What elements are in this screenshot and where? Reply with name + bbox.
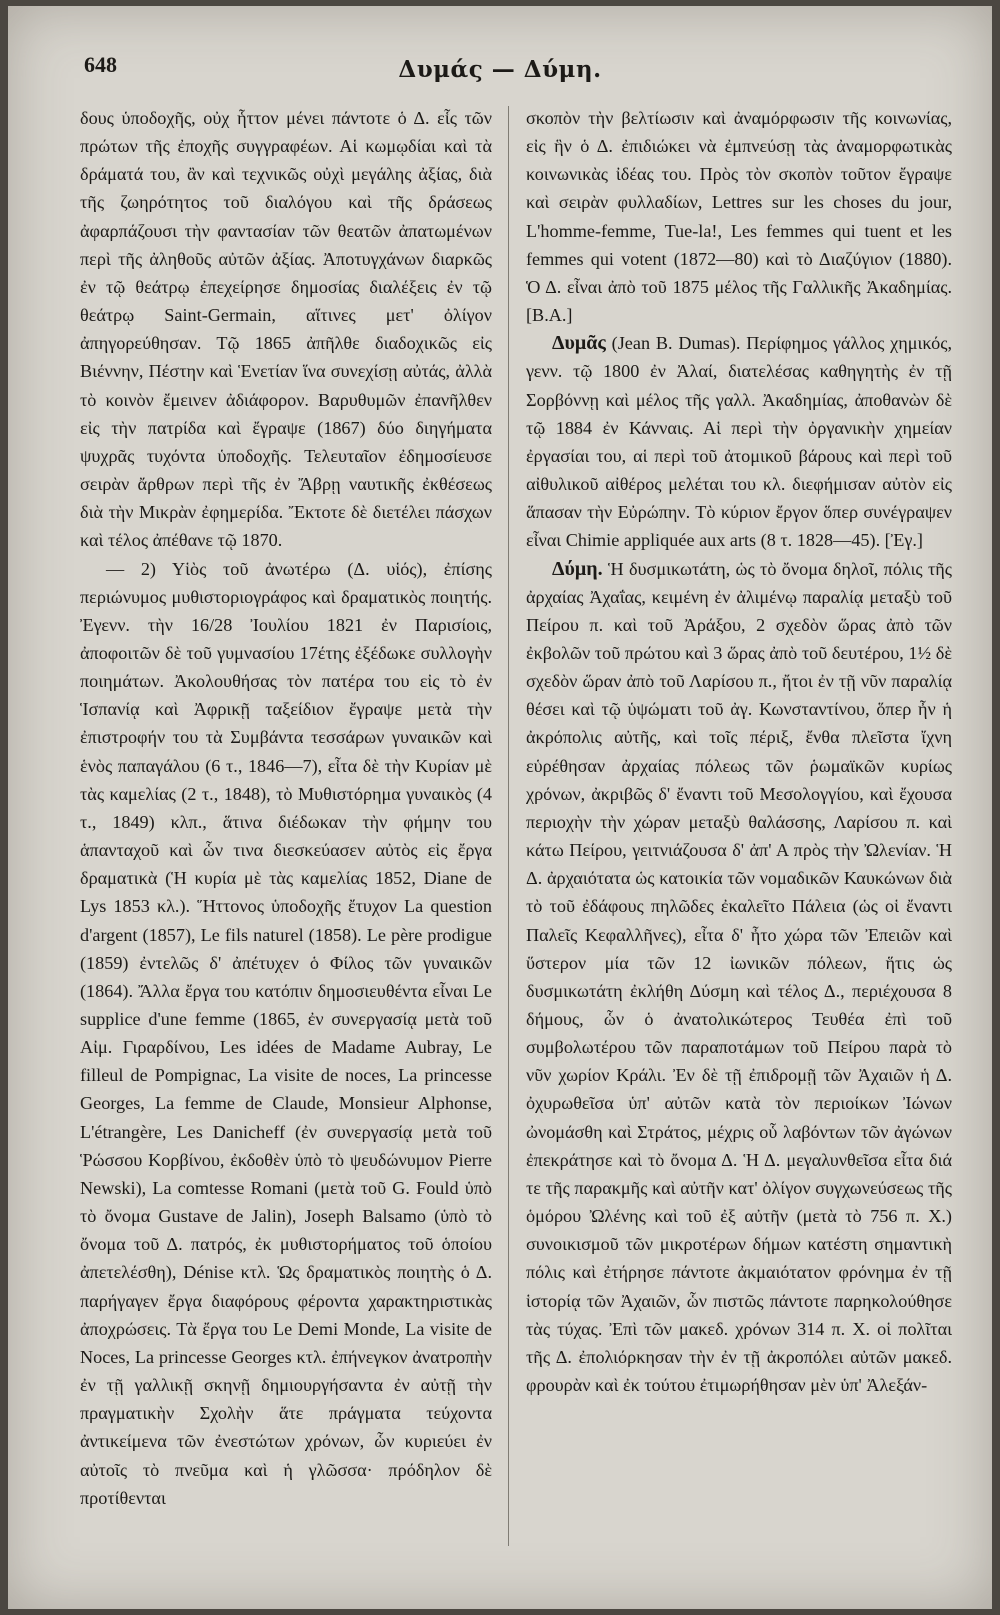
entry-headword: Δυμᾶς — [552, 332, 606, 355]
entry-text: (Jean B. Dumas). Περίφημος γάλλος χημικός, γενν. τῷ 1800 ἐν Ἀλαί, διατελέσας καθηγητὴς ἐν τῇ Σορβόννῃ καὶ μέλος τῆς γαλλ. Ἀκαδημίας, ἀποθανὼν δὲ τῷ 1884 ἐν Κάνναις. Αἱ περὶ τὴν ὀργανικὴν χημείαν ἐργασίαι του, αἱ περὶ τοῦ ἀτομικοῦ βάρους καὶ περὶ τοῦ αἰθυλικοῦ αἰθέρος μελέται του κλ. διεφήμισαν αὐτὸν εἰς ἅπασαν τὴν Εὐρώπην. Τὸ κύριον ἔργον ὅπερ συνέγραψεν εἶναι Chimie appliquée aux arts (8 τ. 1828—45). [Ἐγ.] — [526, 333, 952, 551]
running-title: Δυμάς — Δύμη. — [398, 56, 602, 83]
column-divider — [508, 106, 509, 1546]
paragraph: δους ὑποδοχῆς, οὐχ ἧττον μένει πάντοτε ὁ Δ. εἷς τῶν πρώτων τῆς ἐποχῆς συγγραφέων. Αἱ κωμῳδίαι καὶ τὰ δράματά του, ἂν καὶ τεχνικῶς οὐχὶ μεγάλης ἀξίας, διὰ τῆς ζωηρότητος τοῦ διαλόγου καὶ τῆς δράσεως ἀφαρπάζουσι τὴν φαντασίαν τῶν θεατῶν ἀπατωμένων περὶ τῆς ἀληθοῦς αὐτῶν ἀξίας. Ἀποτυγχάνων διαρκῶς ἐν τῷ θεάτρῳ ἐπεχείρησε δημοσίας διαλέξεις ἐν τῷ θεάτρῳ Saint-Germain, αἵτινες μετ' ὀλίγον ἀπηγορεύθησαν. Τῷ 1865 ἀπῆλθε διαδοχικῶς εἰς Βιέννην, Πέστην καὶ Ἑνετίαν ἵνα συνεχίσῃ αὐτάς, ἀλλὰ τὸ κοινὸν ἔμεινεν ἀδιάφορον. Βαρυθυμῶν ἐπανῆλθεν εἰς τὴν πατρίδα καὶ ἔγραψε (1867) δύο διηγήματα ψυχρᾶς τυχόντα ὑποδοχῆς. Τελευταῖον ἐδημοσίευσε σειρὰν ἄρθρων περὶ τῆς ἐν Ἄβρῃ ναυτικῆς ἐκθέσεως διὰ τὴν Μικρὰν ἐφημερίδα. Ἔκτοτε δὲ διετέλει πάσχων καὶ τέλος ἀπέθανε τῷ 1870. — [80, 108, 492, 551]
entry-text: Ἡ δυσμικωτάτη, ὡς τὸ ὄνομα δηλοῖ, πόλις τῆς ἀρχαίας Ἀχαΐας, κειμένη ἐν ἀλιμένῳ παραλίᾳ μεταξὺ τοῦ Πείρου π. καὶ τοῦ Ἀράξου, 2 σχεδὸν ὥρας ἀπὸ τῶν ἐκβολῶν τοῦ πρώτου καὶ 3 ὥρας ἀπὸ τοῦ δευτέρου, 1½ δὲ σχεδὸν ὥραν ἀπὸ τοῦ Λαρίσου π., ἤτοι ἐν τῇ νῦν παραλίᾳ θέσει καὶ τῷ ὑψώματι τοῦ ἀγ. Κωνσταντίνου, ὅπερ ἦν ἡ ἀκρόπολις αὐτῆς, καὶ τοῖς πέριξ, ἔνθα πλεῖστα ἴχνη εὑρέθησαν ἀρχαίας πόλεως τῶν ῥωμαϊκῶν κυρίως χρόνων, ἀκριβῶς δ' ἔναντι τοῦ Μεσολογγίου, καὶ ἔχουσα περιοχὴν τὴν χώραν μεταξὺ θαλάσσης, Λαρίσου π. καὶ κάτω Πείρου, γειτνιάζουσα δ' ἀπ' Α πρὸς τὴν Ὠλενίαν. Ἡ Δ. ἀρχαιότατα ὡς κατοικία τῶν νομαδικῶν Καυκώνων διὰ τὸ τοῦ ἐδάφους πηλῶδες ἐκαλεῖτο Πάλεια (ὡς οἱ ἔναντι Παλεῖς Κεφαλλῆνες), εἶτα δ' ἦτο χώρα τῶν Ἐπειῶν καὶ ὕστερον μία τῶν 12 ἰωνικῶν πόλεων, ἥτις ὡς δυσμικωτάτη ἐκλήθη Δύσμη καὶ τέλος Δ., περιέχουσα 8 δήμους, ὧν ὁ ἀνατολικώτερος Τευθέα ἐπὶ τοῦ συμβολωτέρου τῶν παραποτάμων τοῦ Πείρου παρὰ τὸ νῦν χωρίον Κράλι. Ἐν δὲ τῇ ἐπιδρομῇ τῶν Ἀχαιῶν ἡ Δ. ὀχυρωθεῖσα ὑπ' αὐτῶν κατὰ τὸν περιοίκων Ἰώνων ὠνομάσθη καὶ Στράτος, μέχρις οὗ λαβόντων τῶν ἀγώνων ἐπεκράτησε καὶ τὸ ὄνομα Δ. Ἡ Δ. μεγαλυνθεῖσα εἶτα διά τε τῆς παρακμῆς καὶ αὐτῆν κατ' ὀλίγον συγχωνεύσεως τῆς ὁμόρου Ὠλένης καὶ τοῦ ἐξ αὐτῆν (μετὰ τὸ 756 π. Χ.) συνοικισμοῦ τῶν μικροτέρων δήμων κατέστη σημαντικὴ πόλις καὶ ἐτήρησε πάντοτε ἀκμαιότατον φρόνημα ἐν τῇ ἱστορίᾳ τῶν Ἀχαιῶν, ὧν πιστῶς πάντοτε παρηκολούθησε τὰς τύχας. Ἐπὶ τῶν μακεδ. χρόνων 314 π. Χ. οἱ πολῖται τῆς Δ. ἐπολιόρκησαν τὴν ἐν τῇ ἀκροπόλει αὐτῶν μακεδ. φρουρὰν καὶ ἐκ τούτου ἐτιμωρήθησαν μὲν ὑπ' Ἀλεξάν- — [526, 558, 952, 1396]
book-page — [8, 6, 992, 1609]
paragraph: σκοπὸν τὴν βελτίωσιν καὶ ἀναμόρφωσιν τῆς κοινωνίας, εἰς ἣν ὁ Δ. ἐπιδιώκει νὰ ἐμπνεύσῃ τὰς ἀναμορφωτικὰς κοινωνικὰς ἰδέας του. Πρὸς τὸν σκοπὸν τοῦτον ἔγραψε καὶ σειρὰν φυλλαδίων, Lettres sur les choses du jour, L'homme-femme, Tue-la!, Les femmes qui tuent et les femmes qui votent (1872—80) καὶ τὸ Διαζύγιον (1880). Ὁ Δ. εἶναι ἀπὸ τοῦ 1875 μέλος τῆς Γαλλικῆς Ἀκαδημίας. [Β.Α.] — [526, 108, 952, 326]
right-column — [526, 104, 952, 1399]
dictionary-entry — [526, 329, 952, 554]
page-number: 648 — [84, 52, 117, 77]
left-column — [80, 104, 492, 1512]
paragraph: — 2) Υἱὸς τοῦ ἀνωτέρω (Δ. υἱός), ἐπίσης περιώνυμος μυθιστοριογράφος καὶ δραματικὸς ποιητής. Ἐγενν. τὴν 16/28 Ἰουλίου 1821 ἐν Παρισίοις, ἀποφοιτῶν δὲ τοῦ γυμνασίου 17έτης ἐξέδωκε συλλογὴν ποιημάτων. Ἀκολουθήσας τὸν πατέρα του εἰς τὸ ἐν Ἱσπανίᾳ καὶ Ἀφρικῇ ταξείδιον ἔγραψε μετὰ τὴν ἐπιστροφήν του τὰ Συμβάντα τεσσάρων γυναικῶν καὶ ἑνὸς παπαγάλου (6 τ., 1846—7), εἶτα δὲ τὴν Κυρίαν μὲ τὰς καμελίας (2 τ., 1848), τὸ Μυθιστόρημα γυναικὸς (4 τ., 1849) κλπ., ἅτινα διέδωκαν τὴν φήμην του ἁπανταχοῦ καὶ ὧν τινα διεσκεύασεν αὐτὸς εἰς ἔργα δραματικὰ (Ἡ κυρία μὲ τὰς καμελίας 1852, Diane de Lys 1853 κλ.). Ἥττονος ὑποδοχῆς ἔτυχον La question d'argent (1857), Le fils naturel (1858). Le père prodigue (1859) ἐντελῶς δ' ἀπέτυχεν ὁ Φίλος τῶν γυναικῶν (1864). Ἄλλα ἔργα του κατόπιν δημοσιευθέντα εἶναι Le supplice d'une femme (1865, ἐν συνεργασίᾳ μετὰ τοῦ Αἰμ. Γιραρδίνου, Les idées de Madame Aubray, Le filleul de Pompignac, La visite de noces, La princesse Georges, La femme de Claude, Monsieur Alphonse, L'étrangère, Les Danicheff (ἐν συνεργασίᾳ μετὰ τοῦ Ῥώσσου Κορβίνου, ἐκδοθὲν ὑπὸ τὸ ψευδώνυμον Pierre Newski), La comtesse Romani (μετὰ τοῦ G. Fould ὑπὸ τὸ ὄνομα Gustave de Jalin), Joseph Balsamo (ὑπὸ τὸ ὄνομα τοῦ Δ. πατρός, ἐκ μυθιστορήματος τοῦ ὁποίου ἀπετελέσθη), Dénise κτλ. Ὡς δραματικὸς ποιητὴς ὁ Δ. παρήγαγεν ἔργα διαφόρους φέροντα χαρακτηριστικὰς ἀποχρώσεις. Τὰ ἔργα του Le Demi Monde, La visite de Noces, La princesse Georges κτλ. ἐπήνεγκον ἀνατροπὴν ἐν τῇ γαλλικῇ σκηνῇ δημιουργήσαντα ἐν αὐτῇ τὴν πραγματικὴν Σχολὴν ἅτε πράγματα τεύχοντα ἀντικείμενα τῶν ἐνεστώτων χρόνων, ὧν κυριεύει ἐν αὐτοῖς τὸ πνεῦμα καὶ ἡ γλῶσσα· πρόδηλον δὲ προτίθενται — [80, 558, 492, 1508]
entry-headword: Δύμη. — [552, 557, 603, 580]
dictionary-entry — [526, 555, 952, 1400]
